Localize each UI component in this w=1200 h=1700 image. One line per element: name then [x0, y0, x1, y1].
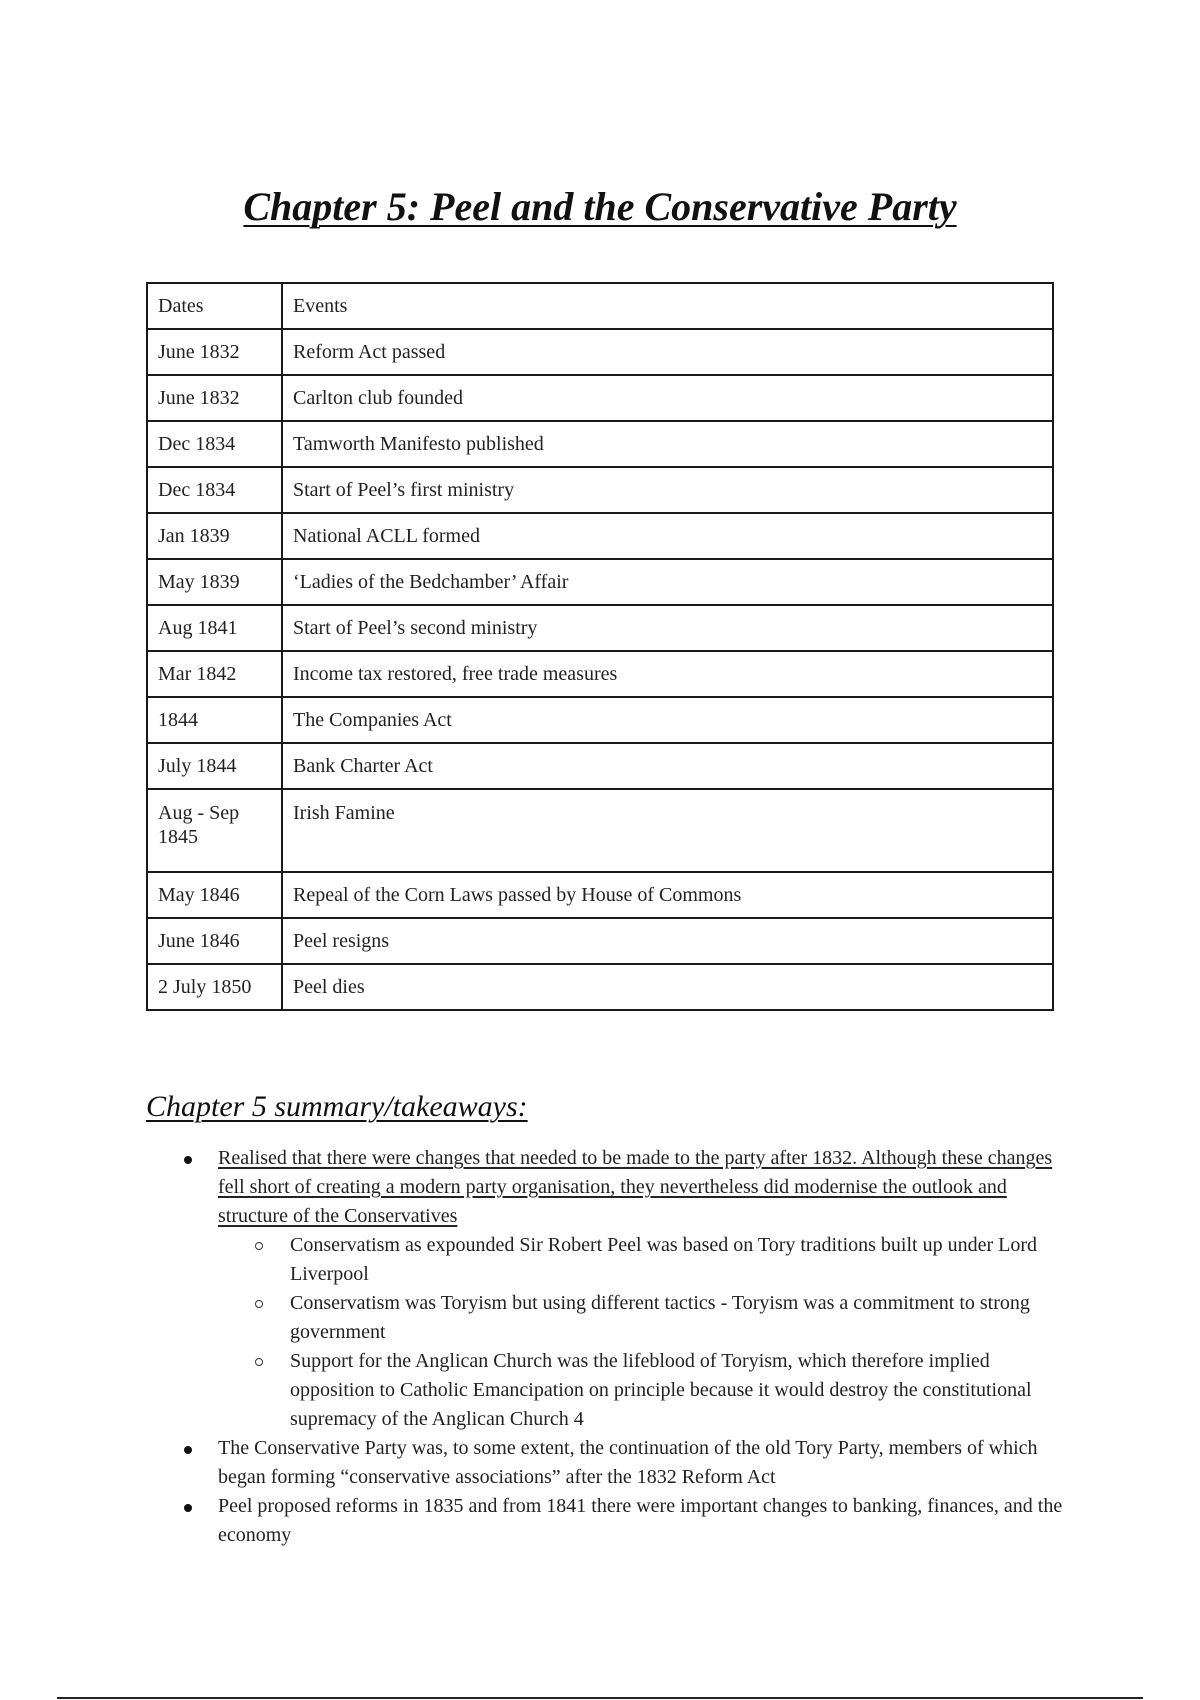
date-cell: Dec 1834: [147, 421, 282, 467]
event-cell: Income tax restored, free trade measures: [282, 651, 1053, 697]
bullet-text: Peel proposed reforms in 1835 and from 1841 there were important changes to banking, finances, and the economy: [218, 1495, 1063, 1546]
bullet-item: [146, 1434, 1066, 1492]
date-cell: Dec 1834: [147, 467, 282, 513]
table-row: [147, 467, 1053, 513]
event-cell: The Companies Act: [282, 697, 1053, 743]
table-row: [147, 918, 1053, 964]
circle-bullet-icon: [255, 1358, 263, 1366]
event-cell: Peel resigns: [282, 918, 1053, 964]
event-cell: National ACLL formed: [282, 513, 1053, 559]
date-cell: May 1846: [147, 872, 282, 918]
summary-heading: Chapter 5 summary/takeaways:: [146, 1090, 528, 1123]
table-row: [147, 605, 1053, 651]
page-title: Chapter 5: Peel and the Conservative Party: [243, 184, 957, 229]
event-cell: Start of Peel’s first ministry: [282, 467, 1053, 513]
event-cell: Bank Charter Act: [282, 743, 1053, 789]
table-row: [147, 872, 1053, 918]
event-cell: ‘Ladies of the Bedchamber’ Affair: [282, 559, 1053, 605]
event-cell: Irish Famine: [282, 789, 1053, 872]
date-cell: June 1832: [147, 375, 282, 421]
table-row: [147, 329, 1053, 375]
sub-bullet-text: Conservatism as expounded Sir Robert Peel was based on Tory traditions built up under Lord Liverpool: [290, 1234, 1038, 1285]
date-cell: May 1839: [147, 559, 282, 605]
footer-divider: [57, 1697, 1143, 1699]
sub-bullet-item: [146, 1347, 1066, 1434]
event-cell: Tamworth Manifesto published: [282, 421, 1053, 467]
event-cell: Repeal of the Corn Laws passed by House of Commons: [282, 872, 1053, 918]
date-cell: June 1832: [147, 329, 282, 375]
date-cell: Aug 1841: [147, 605, 282, 651]
bullet-dot-icon: [184, 1446, 192, 1454]
event-cell: Start of Peel’s second ministry: [282, 605, 1053, 651]
table-row: [147, 421, 1053, 467]
table-row: [147, 697, 1053, 743]
circle-bullet-icon: [255, 1300, 263, 1308]
sub-bullet-item: [146, 1231, 1066, 1289]
table-row: [147, 964, 1053, 1010]
event-cell: Reform Act passed: [282, 329, 1053, 375]
bullet-text: The Conservative Party was, to some extent, the continuation of the old Tory Party, members of which began forming “conservative associations” after the 1832 Reform Act: [218, 1437, 1038, 1488]
bullet-text: Realised that there were changes that needed to be made to the party after 1832. Although these changes fell short of creating a modern party organisation, they nevertheless did modernise the outlook and structure of the Conservatives: [218, 1147, 1053, 1227]
table-row: [147, 513, 1053, 559]
table-row: [147, 789, 1053, 872]
date-cell: Mar 1842: [147, 651, 282, 697]
header-events: Events: [282, 283, 1053, 329]
event-cell: Peel dies: [282, 964, 1053, 1010]
sub-bullet-text: Support for the Anglican Church was the lifeblood of Toryism, which therefore implied opposition to Catholic Emancipation on principle because it would destroy the constitutional supremacy of the Anglican Church 4: [290, 1350, 1032, 1430]
date-cell: Aug - Sep 1845: [147, 789, 282, 872]
table-row: [147, 743, 1053, 789]
date-cell: June 1846: [147, 918, 282, 964]
bullet-dot-icon: [184, 1156, 192, 1164]
summary-list: [146, 1144, 1066, 1550]
timeline-table: [146, 282, 1054, 1011]
table-row: [147, 559, 1053, 605]
date-cell: Jan 1839: [147, 513, 282, 559]
event-cell: Carlton club founded: [282, 375, 1053, 421]
table-header-row: [147, 283, 1053, 329]
bullet-item: [146, 1492, 1066, 1550]
bullet-item: [146, 1144, 1066, 1231]
header-dates: Dates: [147, 283, 282, 329]
circle-bullet-icon: [255, 1242, 263, 1250]
table-row: [147, 651, 1053, 697]
table-row: [147, 375, 1053, 421]
bullet-dot-icon: [184, 1504, 192, 1512]
sub-bullet-text: Conservatism was Toryism but using different tactics - Toryism was a commitment to strong government: [290, 1292, 1030, 1343]
date-cell: 2 July 1850: [147, 964, 282, 1010]
date-cell: July 1844: [147, 743, 282, 789]
date-cell: 1844: [147, 697, 282, 743]
sub-bullet-item: [146, 1289, 1066, 1347]
